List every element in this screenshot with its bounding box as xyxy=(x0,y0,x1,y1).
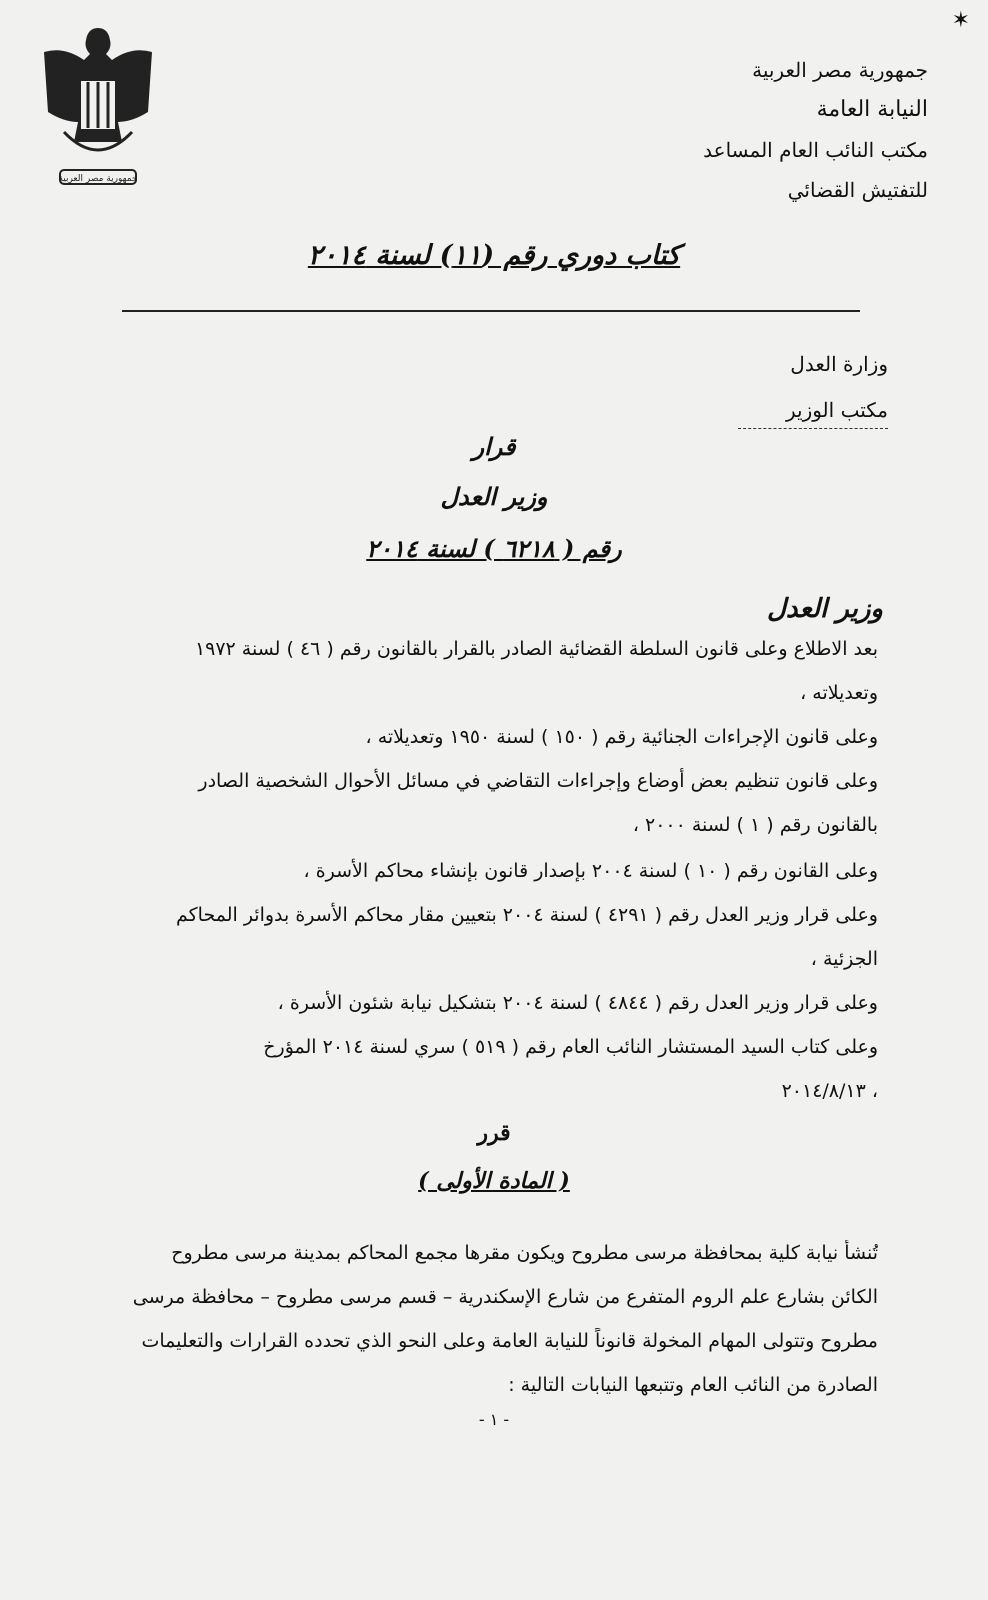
svg-text:جمهورية مصر العربية: جمهورية مصر العربية xyxy=(58,174,138,184)
assistant-office: مكتب النائب العام المساعد xyxy=(703,138,928,162)
prosecution-name: النيابة العامة xyxy=(816,97,928,122)
preamble-line: وعلى قانون الإجراءات الجنائية رقم ( ١٥٠ ) لسنة ١٩٥٠ وتعديلاته ، xyxy=(365,726,878,748)
decided-heading: قرر xyxy=(477,1120,511,1146)
preamble-line: وعلى قرار وزير العدل رقم ( ٤٢٩١ ) لسنة ٢٠٠٤ بتعيين مقار محاكم الأسرة بدوائر المحاكم xyxy=(175,904,878,926)
preamble-line: وعلى قانون تنظيم بعض أوضاع وإجراءات التقاضي في مسائل الأحوال الشخصية الصادر xyxy=(198,770,878,792)
letterhead xyxy=(668,50,928,210)
article-line: الكائن بشارع علم الروم المتفرع من شارع الإسكندرية – قسم مرسى مطروح – محافظة مرسى xyxy=(132,1286,878,1308)
preamble-line: بعد الاطلاع وعلى قانون السلطة القضائية الصادر بالقرار بالقانون رقم ( ٤٦ ) لسنة ١٩٧٢ xyxy=(194,638,878,660)
decision-number: رقم ( ٦٢١٨ ) لسنة ٢٠١٤ xyxy=(366,534,622,563)
corner-mark: ✶ xyxy=(951,8,970,33)
article-title-text: ( المادة الأولى ) xyxy=(418,1168,570,1194)
decision-minister: وزير العدل xyxy=(440,482,548,511)
preamble-line: ٢٠١٤/٨/١٣ ، xyxy=(781,1080,878,1102)
decision-word: قرار xyxy=(472,432,516,461)
circular-title: كتاب دوري رقم (١١) لسنة ٢٠١٤ xyxy=(307,240,681,271)
article-line: تُنشأ نيابة كلية بمحافظة مرسى مطروح ويكون مقرها مجمع المحاكم بمدينة مرسى مطروح xyxy=(171,1242,878,1264)
minister-office: مكتب الوزير xyxy=(738,398,888,429)
header-divider xyxy=(122,310,860,312)
preamble-line: وعلى القانون رقم ( ١٠ ) لسنة ٢٠٠٤ بإصدار قانون بإنشاء محاكم الأسرة ، xyxy=(303,860,878,882)
ministry-name: وزارة العدل xyxy=(790,352,888,376)
republic-name: جمهورية مصر العربية xyxy=(752,58,928,82)
preamble-line: الجزئية ، xyxy=(810,948,878,970)
preamble-line: وعلى قرار وزير العدل رقم ( ٤٨٤٤ ) لسنة ٢٠٠٤ بتشكيل نيابة شئون الأسرة ، xyxy=(277,992,878,1014)
eagle-emblem-icon xyxy=(38,20,158,190)
preamble-line: وتعديلاته ، xyxy=(800,682,878,704)
article-title xyxy=(0,1168,988,1194)
inspection-dept: للتفتيش القضائي xyxy=(787,178,928,202)
preamble-line: بالقانون رقم ( ١ ) لسنة ٢٠٠٠ ، xyxy=(632,814,878,836)
preamble-line: وعلى كتاب السيد المستشار النائب العام رقم ( ٥١٩ ) سري لسنة ٢٠١٤ المؤرخ xyxy=(263,1036,878,1058)
page-number: - ١ - xyxy=(478,1410,510,1429)
article-line: الصادرة من النائب العام وتتبعها النيابات التالية : xyxy=(508,1374,878,1396)
minister-heading: وزير العدل xyxy=(767,594,883,624)
article-line: مطروح وتتولى المهام المخولة قانوناً للنيابة العامة وعلى النحو الذي تحدده القرارات والتعليمات xyxy=(141,1330,878,1352)
